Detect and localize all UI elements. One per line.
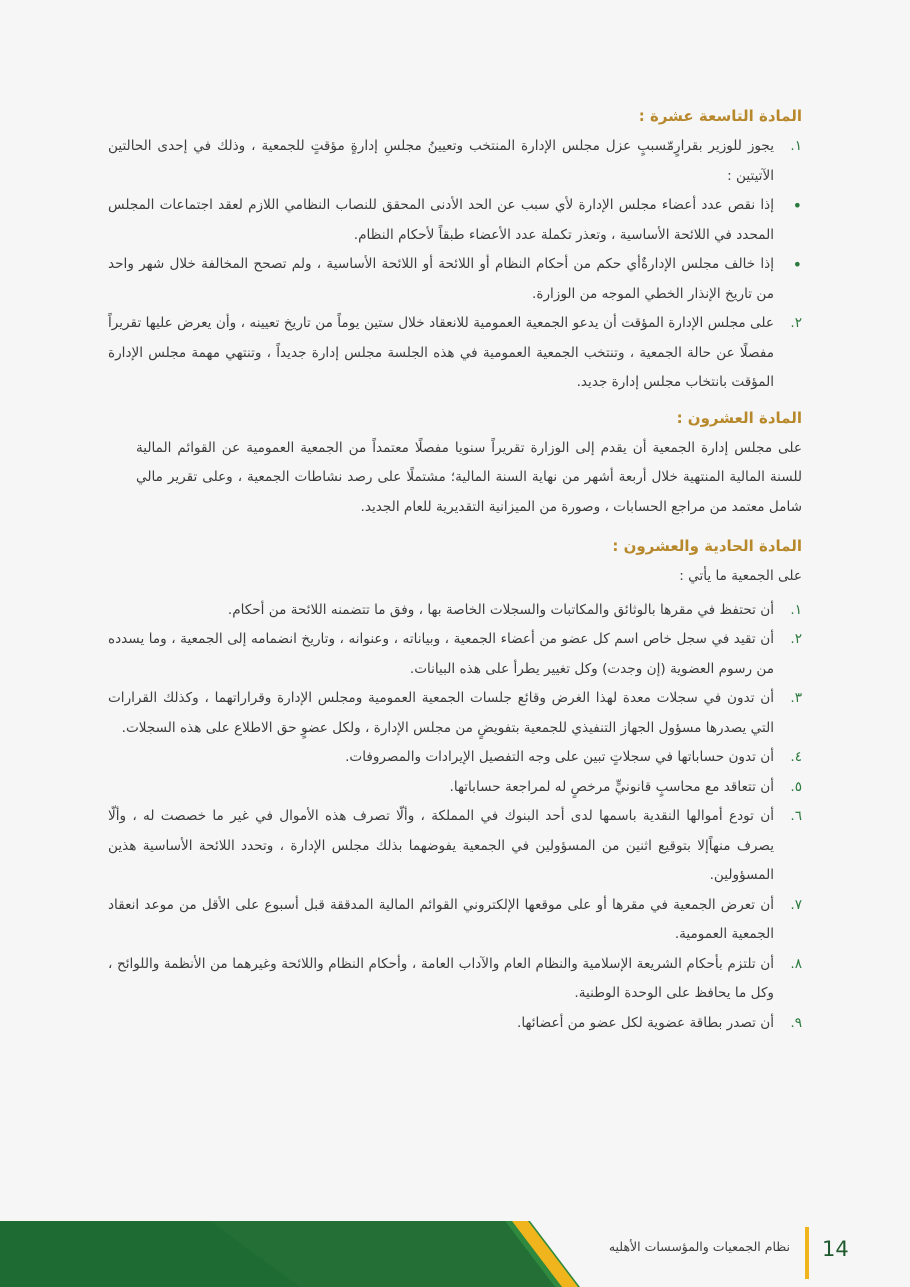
footer-separator bbox=[805, 1227, 809, 1279]
list-text: على مجلس الإدارة المؤقت أن يدعو الجمعية العمومية للانعقاد خلال ستين يوماً من تاريخ تعيينه ، وأن يعرض عليها تقريراً مفصلًا عن حالة الجمعية ، وتنتخب الجمعية العمومية في هذه الجلسة مجلس إدارة جديداً ، وتنتهي مهمة مجلس الإدارة المؤقت بانتخاب مجلس إدارة جديد. bbox=[108, 315, 774, 390]
footer-title: نظام الجمعيات والمؤسسات الأهليه bbox=[608, 1239, 790, 1254]
article-19-bullet-1 bbox=[108, 191, 802, 250]
list-text: أن تلتزم بأحكام الشريعة الإسلامية والنظام العام والآداب العامة ، وأحكام النظام واللائحة وغيرهما من الأنظمة واللوائح ، وكل ما يحافظ على الوحدة الوطنية. bbox=[108, 955, 774, 1001]
list-number: ٦. bbox=[790, 808, 802, 824]
list-item bbox=[108, 743, 802, 773]
list-text: أن تدون حساباتها في سجلاتٍ تبين على وجه التفصيل الإيرادات والمصروفات. bbox=[345, 749, 774, 765]
list-number: ٥. bbox=[790, 778, 802, 795]
article-19-heading: المادة التاسعة عشرة : bbox=[638, 107, 802, 125]
list-text: إذا نقص عدد أعضاء مجلس الإدارة لأي سبب عن الحد الأدنى المحقق للنصاب النظامي اللازم لعقد اجتماعات المجلس المحدد في اللائحة الأساسية ، وتعذر تكملة عدد الأعضاء طبقاً لأحكام النظام. bbox=[108, 197, 774, 243]
list-number: ٢. bbox=[790, 315, 802, 331]
page-footer bbox=[0, 1221, 910, 1287]
list-text: إذا خالف مجلس الإدارةٌأي حكم من أحكام النظام أو اللائحة أو اللائحة الأساسية ، ولم تصحح المخالفة خلال شهر واحد من تاريخ الإنذار الخطي الموجه من الوزارة. bbox=[108, 256, 774, 302]
list-item bbox=[108, 891, 802, 950]
list-number: ٨. bbox=[790, 955, 802, 972]
article-19-bullet-2 bbox=[108, 250, 802, 309]
list-number: ٧. bbox=[790, 896, 802, 913]
article-21-heading: المادة الحادية والعشرون : bbox=[612, 537, 802, 555]
page-number: 14 bbox=[822, 1237, 849, 1261]
list-item bbox=[108, 773, 802, 803]
list-number: ١. bbox=[790, 601, 802, 618]
list-text: أن تودع أموالها النقدية باسمها لدى أحد البنوك في المملكة ، وألّا تصرف هذه الأموال في غير ما خصصت له ، وألّا يصرف منهاًإلا بتوقيع اثنين من المسؤولين في الجمعية يفوضهما بذلك مجلس الإدارة ، وتحدد اللائحة الأساسية هذين المسؤولين. bbox=[108, 808, 774, 883]
list-item bbox=[108, 950, 802, 1009]
article-19-item-1 bbox=[108, 132, 802, 191]
list-item bbox=[108, 684, 802, 743]
list-item bbox=[108, 802, 802, 891]
list-number: ٣. bbox=[790, 690, 802, 706]
article-20-heading: المادة العشرون : bbox=[676, 408, 802, 427]
list-text: يجوز للوزير بقرارٍمّسببٍ عزل مجلس الإدارة المنتخب وتعيينُ مجلسِ إدارةٍ مؤقتٍ للجمعية ، وذلك في إحدى الحالتين الآتيتين : bbox=[108, 138, 774, 184]
document-body bbox=[108, 100, 802, 1038]
list-number: ٤. bbox=[790, 749, 802, 765]
list-text: أن تتعاقد مع محاسبٍ قانونيٍّ مرخصٍ له لمراجعة حساباتها. bbox=[449, 778, 774, 795]
bullet-icon: • bbox=[792, 255, 802, 274]
list-text: أن تقيد في سجل خاص اسم كل عضو من أعضاء الجمعية ، وبياناته ، وعنوانه ، وتاريخ انضمامه إلى الجمعية ، وما يسدده من رسوم العضوية (إن وجدت) وكل تغيير يطرأ على هذه البيانات. bbox=[108, 631, 774, 677]
list-number: ٩. bbox=[790, 1014, 802, 1031]
list-text: أن تعرض الجمعية في مقرها أو على موقعها الإلكتروني القوائم المالية المدققة قبل أسبوع على الأقل من موعد انعقاد الجمعية العمومية. bbox=[108, 896, 774, 942]
article-19-item-2 bbox=[108, 309, 802, 398]
list-text: أن تدون في سجلات معدة لهذا الغرض وقائع جلسات الجمعية العمومية ومجلس الإدارة وقراراتهما ، وكذلك القرارات التي يصدرها مسؤول الجهاز التنفيذي للجمعية بتفويضٍ من مجلس الإدارة ، ولكل عضوٍ حق الاطلاع على هذه السجلات. bbox=[108, 690, 774, 736]
list-item bbox=[108, 625, 802, 684]
list-number: ١. bbox=[790, 138, 802, 154]
footer-decoration bbox=[0, 1221, 910, 1287]
list-item bbox=[108, 596, 802, 626]
bullet-icon: • bbox=[792, 196, 802, 215]
list-text: أن تصدر بطاقة عضوية لكل عضو من أعضائها. bbox=[517, 1014, 774, 1031]
article-21-intro: على الجمعية ما يأتي : bbox=[679, 568, 802, 584]
article-20-text: على مجلس إدارة الجمعية أن يقدم إلى الوزارة تقريراً سنويا مفصلًا معتمداً من الجمعية العمومية عن القوائم المالية للسنة المالية المنتهية خلال أربعة أشهر من نهاية السنة المالية؛ مشتملًا على رصد نشاطات الجمعية ، وعلى تقرير مالي شامل معتمد من مراجع الحسابات ، وصورة من الميزانية التقديرية للعام الجديد. bbox=[136, 439, 802, 515]
list-number: ٢. bbox=[790, 631, 802, 647]
list-item bbox=[108, 1009, 802, 1039]
list-text: أن تحتفظ في مقرها بالوثائق والمكاتبات والسجلات الخاصة بها ، وفق ما تتضمنه اللائحة من أحكام. bbox=[227, 601, 774, 618]
